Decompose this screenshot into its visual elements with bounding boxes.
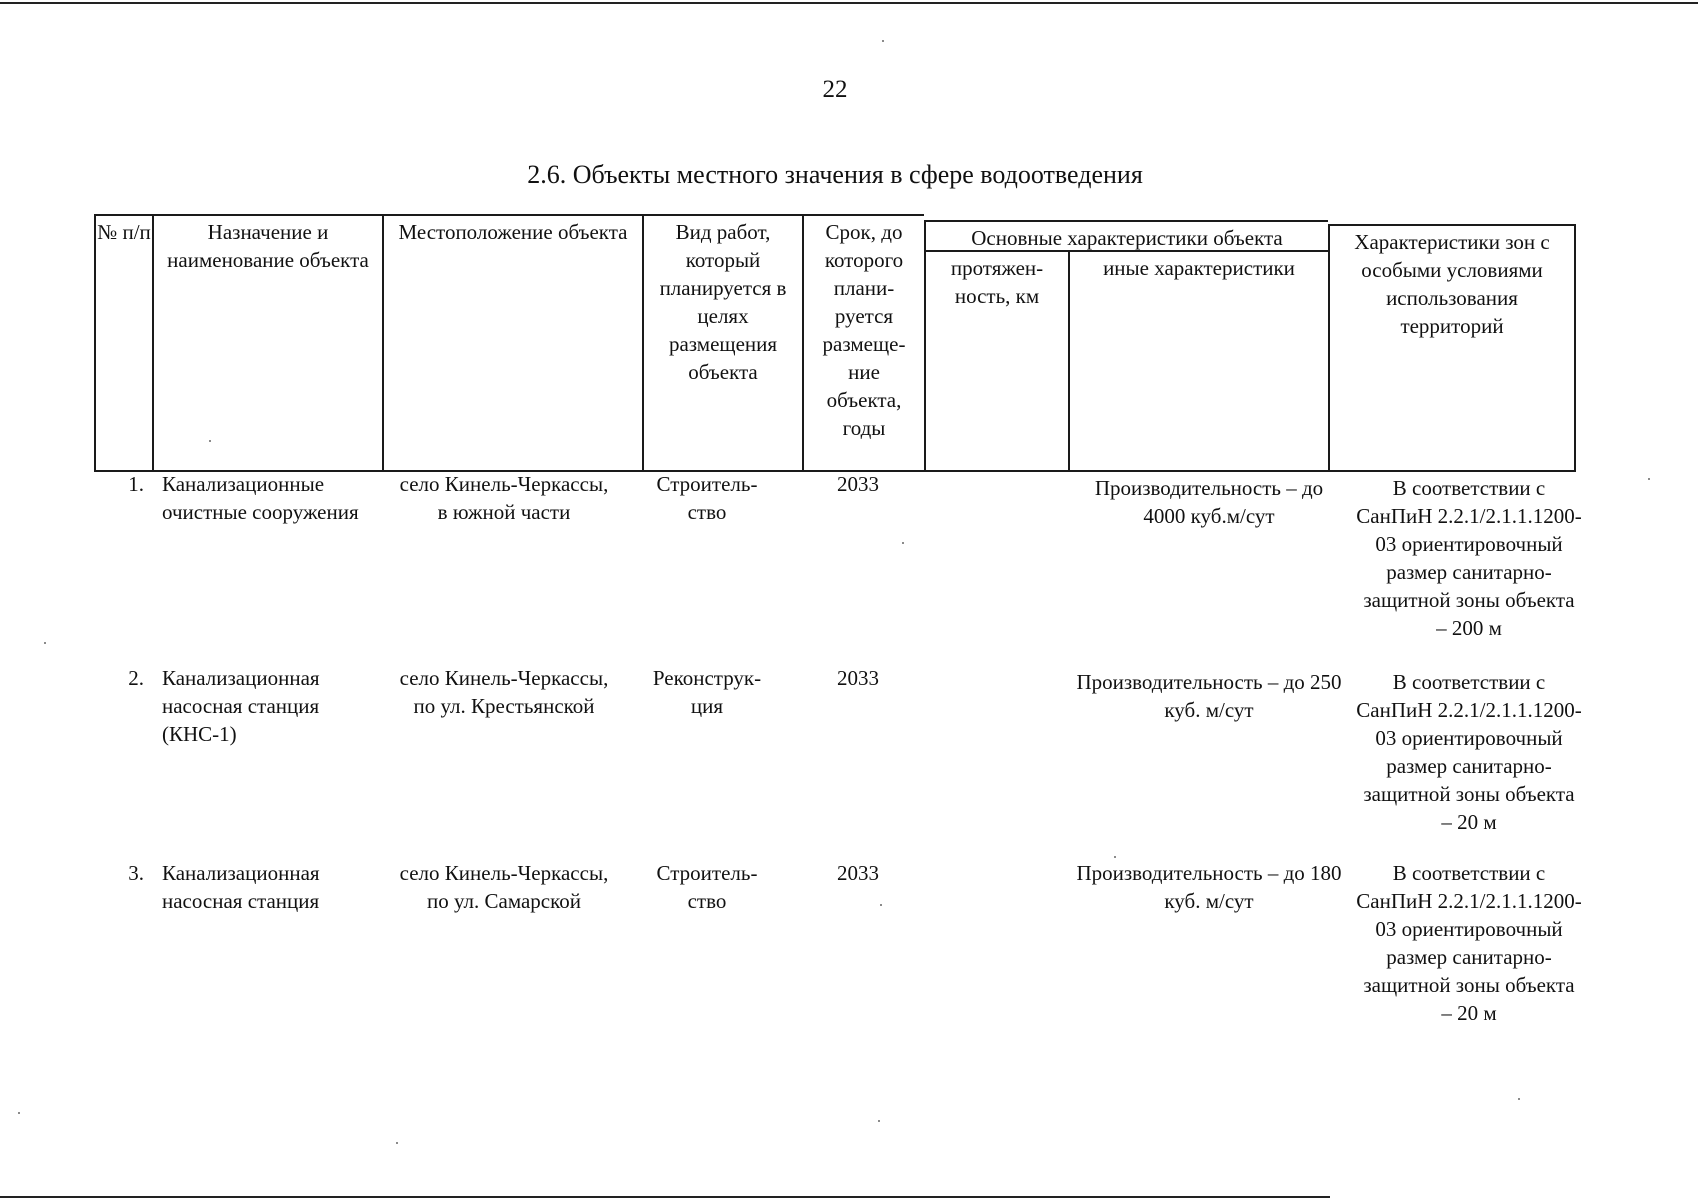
row-work-type: Строитель-ство <box>656 472 758 524</box>
row-location: село Кинель-Черкассы, по ул. Крестьянской <box>399 666 609 718</box>
row-zones: В соответствии с СанПиН 2.2.1/2.1.1.1200-03 ориентировочный размер санитарно-защитной зоны объекта – 20 м <box>1356 670 1582 834</box>
table-header <box>94 214 1582 472</box>
scan-speck <box>880 904 882 906</box>
scan-edge-top <box>0 2 1698 4</box>
scan-speck <box>902 542 904 544</box>
row-other-characteristics: Производительность – до 4000 куб.м/сут <box>1094 476 1324 528</box>
header-work-type: Вид работ, который планируется в целях размещения объекта <box>642 214 802 472</box>
header-name: Назначение и наименование объекта <box>152 214 382 472</box>
row-other-characteristics: Производительность – до 180 куб. м/сут <box>1076 861 1342 913</box>
header-main-characteristics: Основные характеристики объекта <box>924 220 1328 252</box>
row-term: 2033 <box>837 861 879 885</box>
row-name: Канализационная насосная станция (КНС-1) <box>162 666 320 746</box>
row-num: 1. <box>128 472 144 496</box>
scan-speck <box>878 1120 880 1122</box>
row-num: 3. <box>128 861 144 885</box>
row-other-characteristics: Производительность – до 250 куб. м/сут <box>1076 670 1342 722</box>
page-number: 22 <box>822 76 848 103</box>
scan-speck <box>882 40 884 42</box>
row-location: село Кинель-Черкассы, по ул. Самарской <box>399 861 609 913</box>
scan-speck <box>1114 856 1116 858</box>
row-zones: В соответствии с СанПиН 2.2.1/2.1.1.1200-03 ориентировочный размер санитарно-защитной зоны объекта – 200 м <box>1356 476 1582 640</box>
scan-speck <box>209 440 211 442</box>
header-term: Срок, до которого плани-руется размеще-ние объекта, годы <box>802 214 924 472</box>
scan-speck <box>396 1142 398 1144</box>
row-work-type: Строитель-ство <box>656 861 758 913</box>
scan-speck <box>44 642 46 644</box>
row-name: Канализационные очистные сооружения <box>162 472 359 524</box>
row-location: село Кинель-Черкассы, в южной части <box>399 472 609 524</box>
scan-edge-bottom <box>0 1196 1330 1198</box>
header-num: № п/п <box>94 214 152 472</box>
section-title: 2.6. Объекты местного значения в сфере водоотведения <box>527 160 1143 189</box>
scan-speck <box>1518 1098 1520 1100</box>
row-name: Канализационная насосная станция <box>162 861 320 913</box>
header-other-characteristics: иные характеристики <box>1068 252 1328 472</box>
header-length: протяжен-ность, км <box>924 252 1068 472</box>
row-term: 2033 <box>837 666 879 690</box>
row-num: 2. <box>128 666 144 690</box>
header-zones: Характеристики зон с особыми условиями использования территорий <box>1328 224 1576 472</box>
row-zones: В соответствии с СанПиН 2.2.1/2.1.1.1200-03 ориентировочный размер санитарно-защитной зоны объекта – 20 м <box>1356 861 1582 1025</box>
row-work-type: Реконструк-ция <box>652 666 762 718</box>
header-location: Местоположение объекта <box>382 214 642 472</box>
scan-speck <box>1648 478 1650 480</box>
row-term: 2033 <box>837 472 879 496</box>
scan-speck <box>18 1112 20 1114</box>
